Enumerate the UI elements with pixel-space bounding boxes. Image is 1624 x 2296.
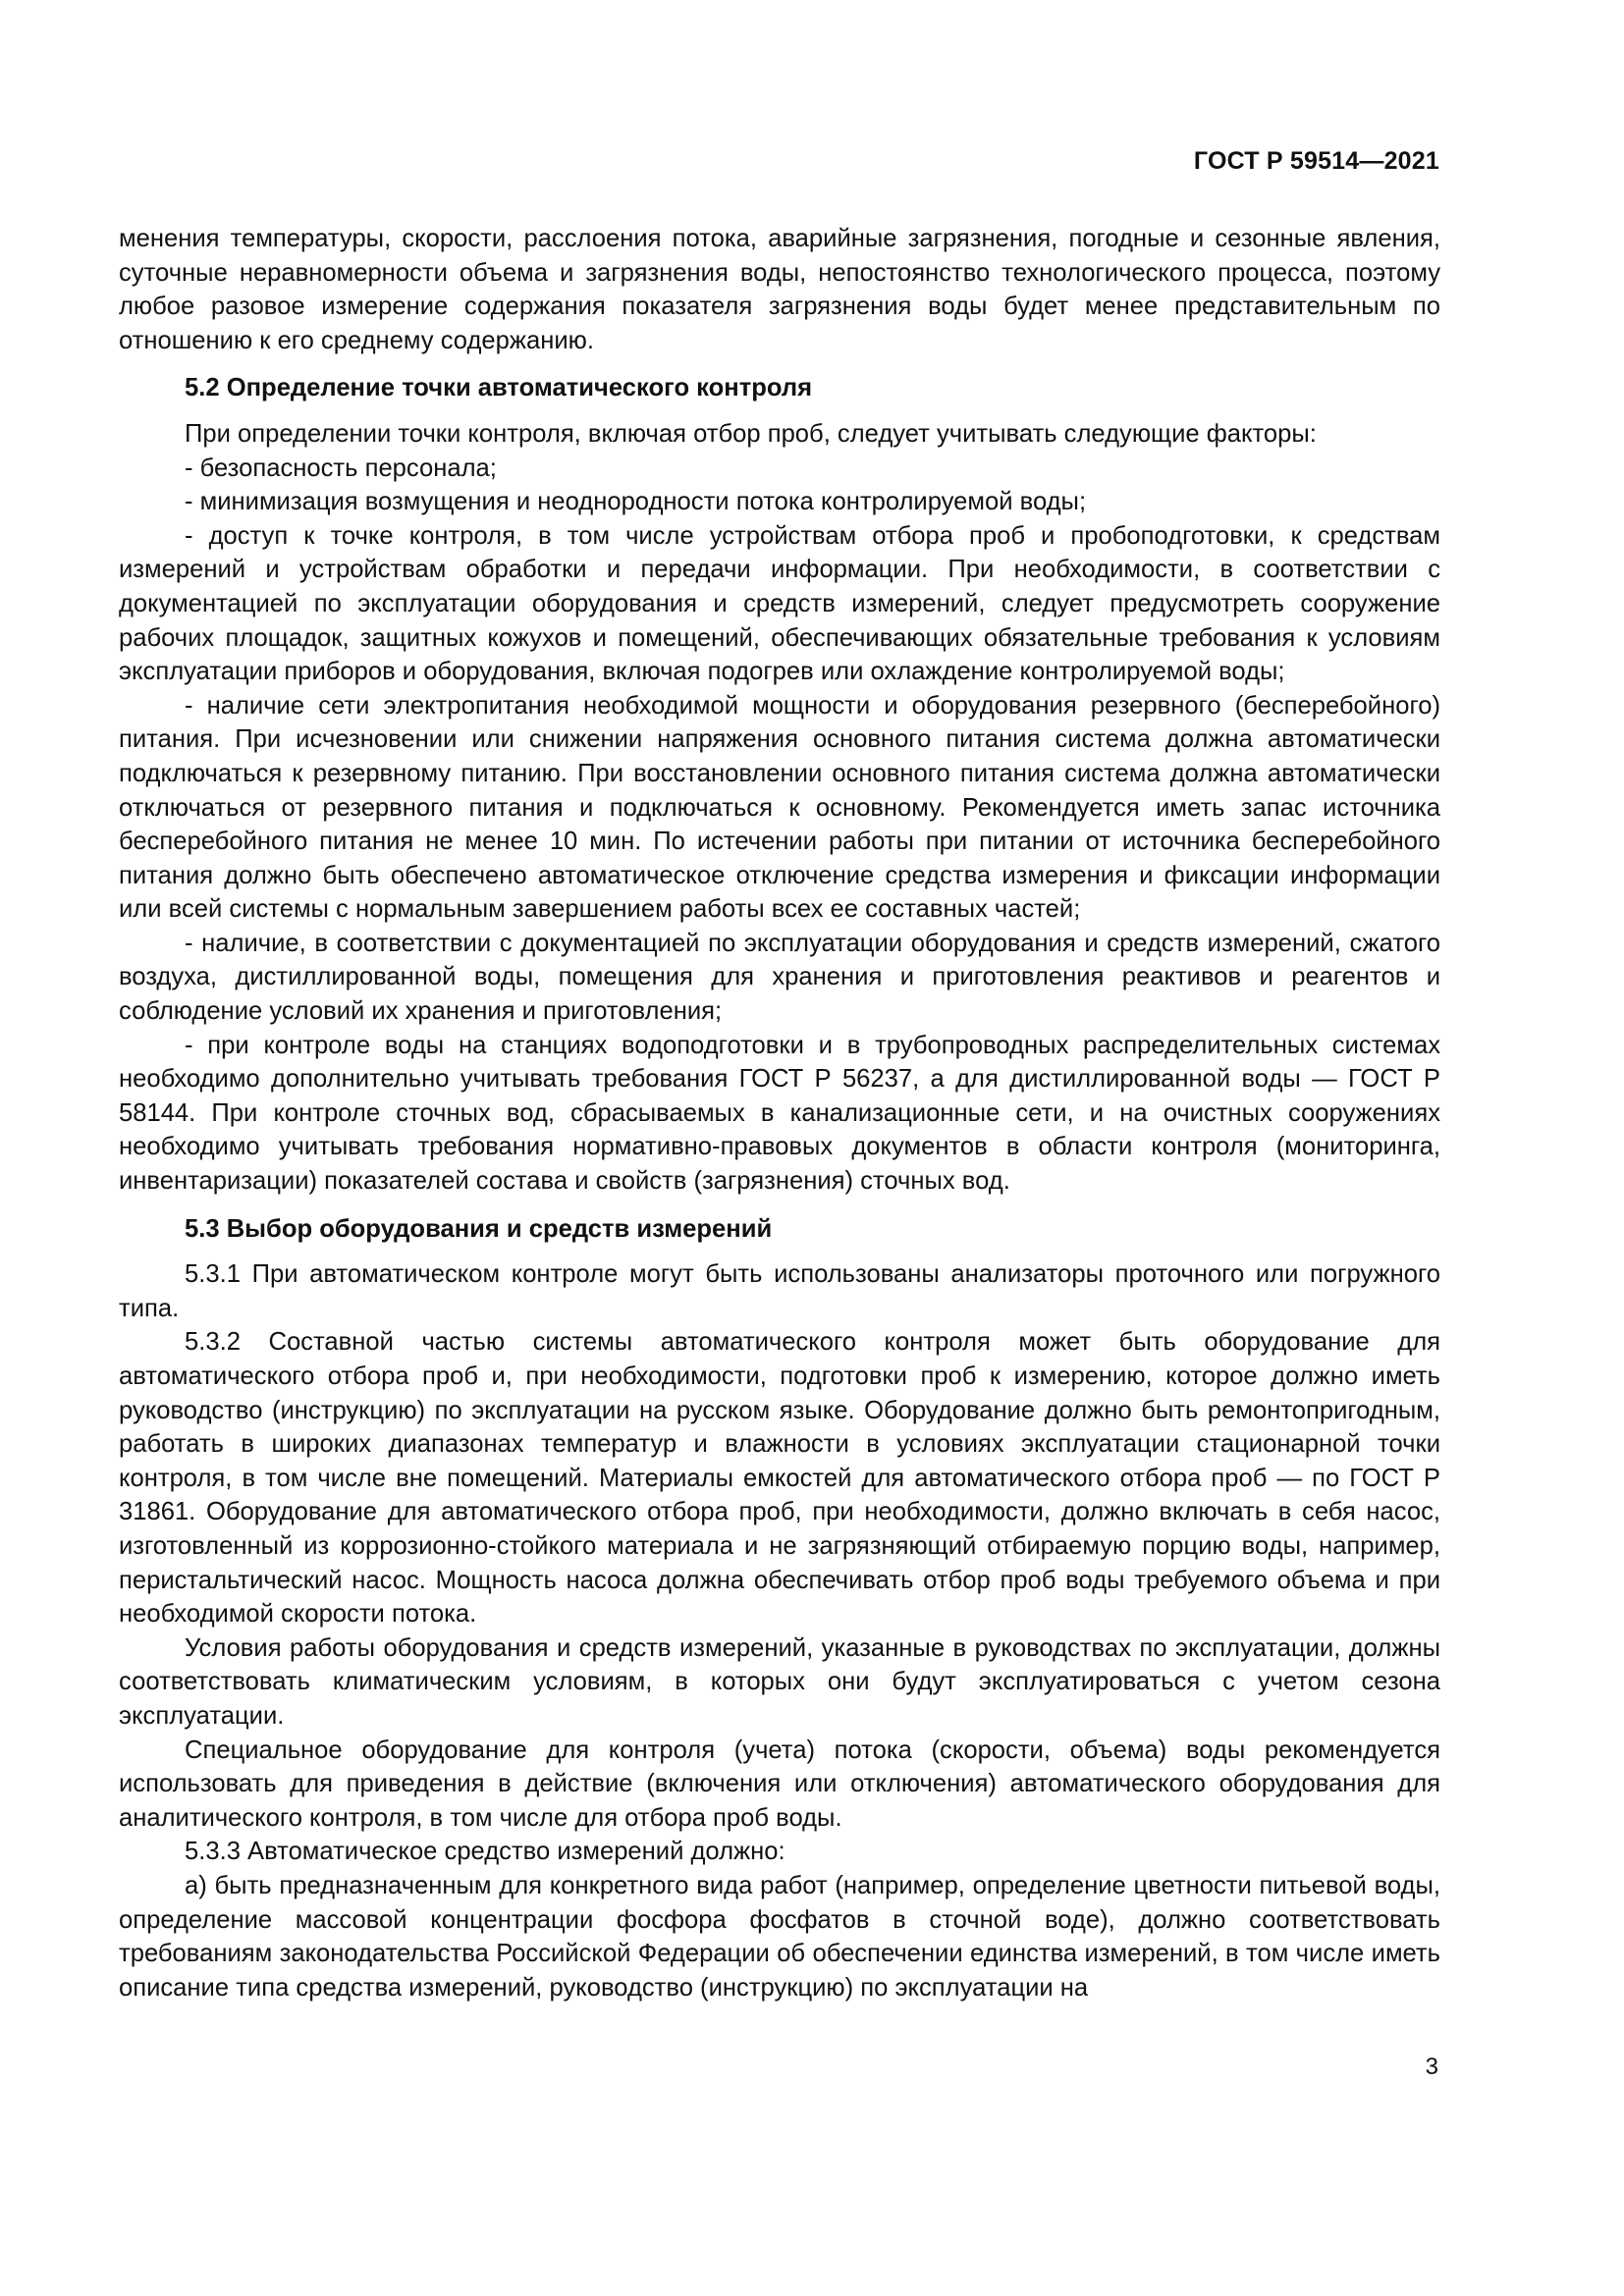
list-item: - при контроле воды на станциях водоподготовки и в трубопроводных распределительных системах необходимо дополнительно учитывать требования ГОСТ Р 56237, а для дистиллированной воды — ГОСТ Р 58144. При контроле сточных вод, сбрасываемых в канализационные сети, и на очистных сооружениях необходимо учитывать требования нормативно-правовых документов в области контроля (мониторинга, инвентаризации) показателей состава и свойств (загрязнения) сточных вод. (119, 1031, 1440, 1196)
document-body (119, 222, 1440, 2004)
list-item: - наличие сети электропитания необходимой мощности и оборудования резервного (бесперебойного) питания. При исчезновении или снижении напряжения основного питания система должна автоматически подключаться к резервному питанию. При восстановлении основного питания система должна автоматически отключаться от резервного питания и подключаться к основному. Рекомендуется иметь запас источника бесперебойного питания не менее 10 мин. По истечении работы при питании от источника бесперебойного питания должно быть обеспечено автоматическое отключение средства измерения и фиксации информации или всей системы с нормальным завершением работы всех ее составных частей; (119, 691, 1440, 924)
list-item: - доступ к точке контроля, в том числе устройствам отбора проб и пробоподготовки, к средствам измерений и устройствам обработки и передачи информации. При необходимости, в соответствии с документацией по эксплуатации оборудования и средств измерений, следует предусмотреть сооружение рабочих площадок, защитных кожухов и помещений, обеспечивающих обязательные требования к условиям эксплуатации приборов и оборудования, включая подогрев или охлаждение контролируемой воды; (119, 521, 1440, 686)
list-item: - минимизация возмущения и неоднородности потока контролируемой воды; (185, 488, 1087, 516)
paragraph: 5.3.3 Автоматическое средство измерений должно: (185, 1838, 785, 1866)
page-number: 3 (1425, 2054, 1438, 2080)
list-item: - безопасность персонала; (185, 454, 497, 482)
section-heading-5-3: 5.3 Выбор оборудования и средств измерений (185, 1214, 773, 1243)
paragraph: При определении точки контроля, включая отбор проб, следует учитывать следующие факторы: (185, 419, 1317, 448)
paragraph: Условия работы оборудования и средств измерений, указанные в руководствах по эксплуатации, должны соответствовать климатическим условиям, в которых они будут эксплуатироваться с учетом сезона эксплуатации. (119, 1633, 1440, 1730)
paragraph: 5.3.2 Составной частью системы автоматического контроля может быть оборудование для автоматического отбора проб и, при необходимости, подготовки проб к измерению, которое должно иметь руководство (инструкцию) по эксплуатации на русском языке. Оборудование должно быть ремонтопригодным, работать в широких диапазонах температур и влажности в условиях эксплуатации стационарной точки контроля, в том числе вне помещений. Материалы емкостей для автоматического отбора проб — по ГОСТ Р 31861. Оборудование для автоматического отбора проб, при необходимости, должно включать в себя насос, изготовленный из коррозионно-стойкого материала и не загрязняющий отбираемую порцию воды, например, перистальтический насос. Мощность насоса должна обеспечивать отбор проб воды требуемого объема и при необходимой скорости потока. (119, 1328, 1440, 1629)
paragraph: Специальное оборудование для контроля (учета) потока (скорости, объема) воды рекомендуется использовать для приведения в действие (включения или отключения) автоматического оборудования для аналитического контроля, в том числе для отбора проб воды. (119, 1735, 1440, 1832)
section-heading-5-2: 5.2 Определение точки автоматического контроля (185, 374, 813, 402)
list-item: а) быть предназначенным для конкретного вида работ (например, определение цветности питьевой воды, определение массовой концентрации фосфора фосфатов в сточной воде), должно соответствовать требованиям законодательства Российской Федерации об обеспечении единства измерений, в том числе иметь описание типа средства измерений, руководство (инструкцию) по эксплуатации на (119, 1871, 1440, 2002)
paragraph-continuation: менения температуры, скорости, расслоения потока, аварийные загрязнения, погодные и сезонные явления, суточные неравномерности объема и загрязнения воды, непостоянство технологического процесса, поэтому любое разовое измерение содержания показателя загрязнения воды будет менее представительным по отношению к его среднему содержанию. (119, 225, 1440, 354)
list-item: - наличие, в соответствии с документацией по эксплуатации оборудования и средств измерений, сжатого воздуха, дистиллированной воды, помещения для хранения и приготовления реактивов и реагентов и соблюдение условий их хранения и приготовления; (119, 929, 1440, 1026)
document-header: ГОСТ Р 59514—2021 (1193, 147, 1439, 175)
paragraph: 5.3.1 При автоматическом контроле могут быть использованы анализаторы проточного или погружного типа. (119, 1260, 1440, 1322)
